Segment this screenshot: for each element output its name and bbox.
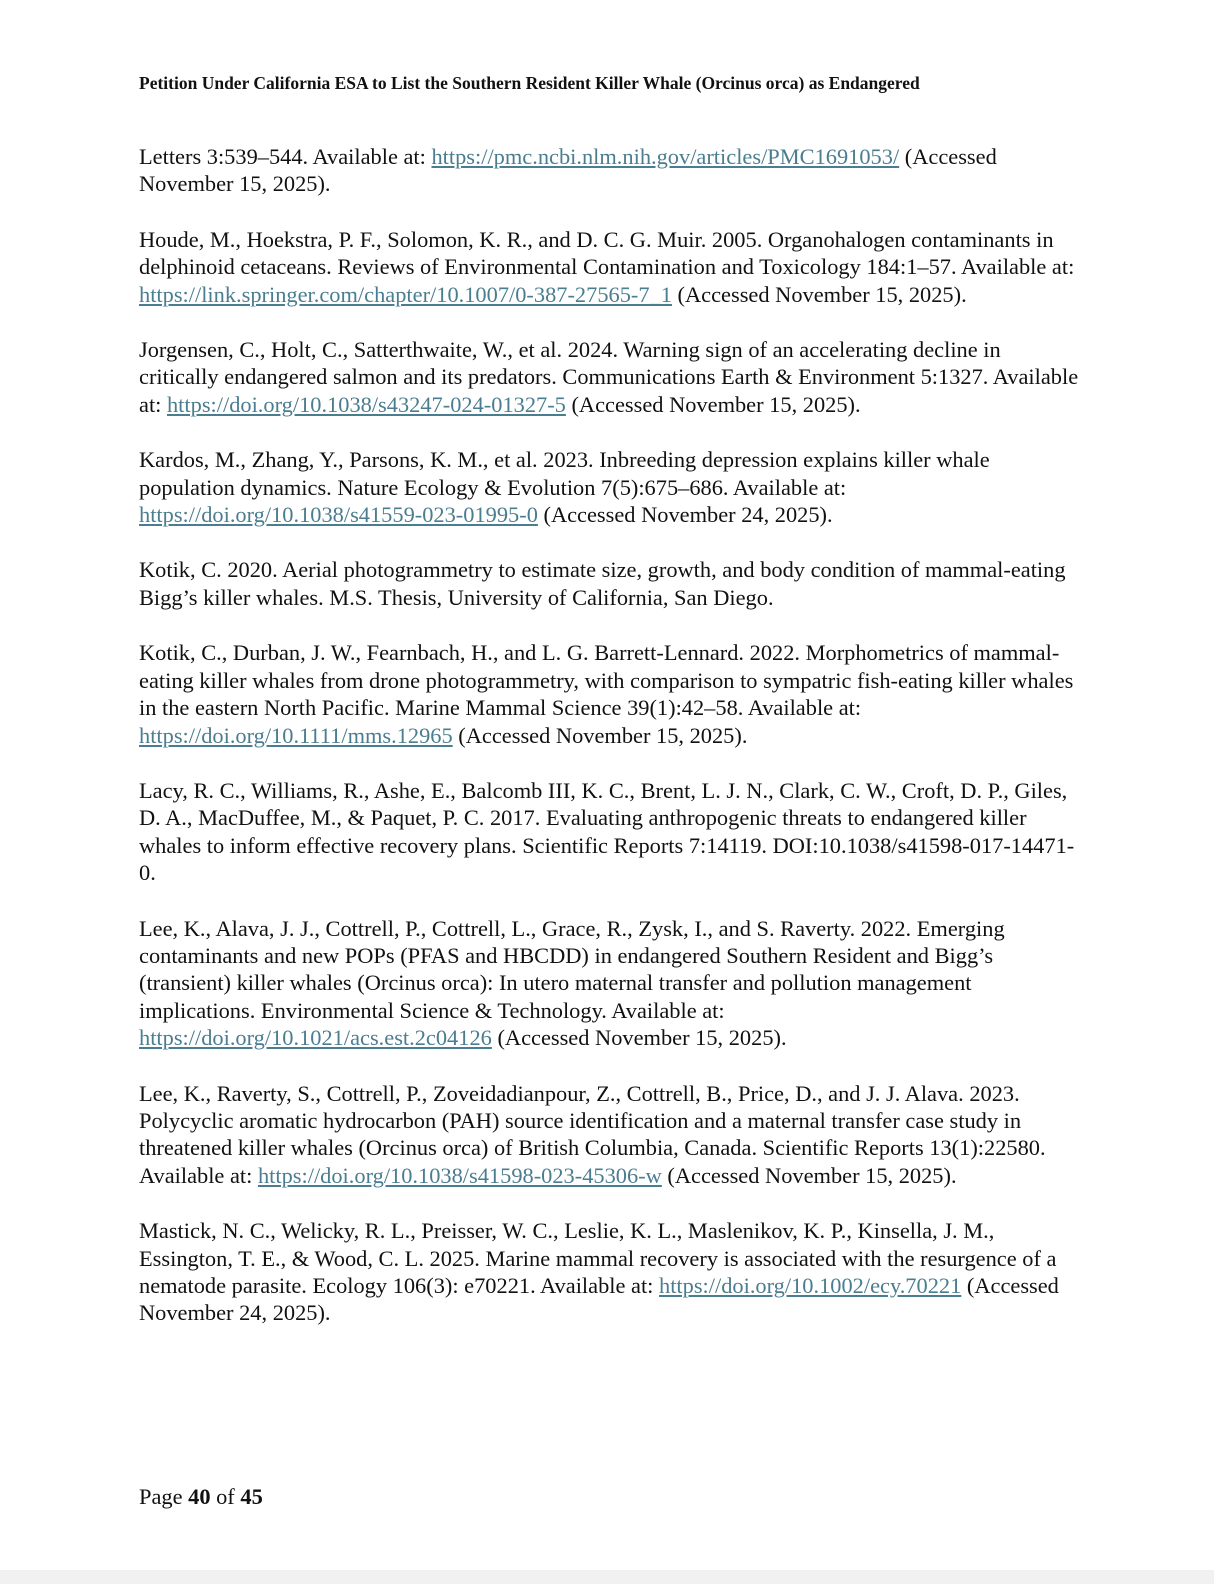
page-footer: Page 40 of 45 [139, 1484, 263, 1509]
reference-item: Lee, K., Raverty, S., Cottrell, P., Zoveidadianpour, Z., Cottrell, B., Price, D., and J. J. Alava. 2023. Polycyclic aromatic hydrocarbon (PAH) source identification and a maternal transfer case study in threatened killer whales (Orcinus orca) of British Columbia, Canada. Scientific Reports 13(1):22580. Available at: https://doi.org/10.1038/s41598-023-45306-w (Accessed November 15, 2025). [139, 1080, 1046, 1188]
reference-item: Jorgensen, C., Holt, C., Satterthwaite, W., et al. 2024. Warning sign of an accelerating decline in critically endangered salmon and its predators. Communications Earth & Environment 5:1327. Available at: https://doi.org/10.1038/s43247-024-01327-5 (Accessed November 15, 2025). [139, 337, 1079, 417]
reference-link[interactable]: https://doi.org/10.1038/s43247-024-01327-5 [166, 391, 566, 417]
page-total: 45 [240, 1484, 263, 1509]
page-header: Petition Under California ESA to List the Southern Resident Killer Whale (Orcinus orca) as Endangered [139, 73, 920, 93]
reference-item: Kotik, C. 2020. Aerial photogrammetry to estimate size, growth, and body condition of mammal-eating Bigg’s killer whales. M.S. Thesis, University of California, San Diego. [139, 557, 1066, 610]
reference-link[interactable]: https://pmc.ncbi.nlm.nih.gov/articles/PMC1691053/ [431, 144, 900, 169]
reference-list [139, 143, 1079, 1355]
reference-link[interactable]: https://link.springer.com/chapter/10.1007/0-387-27565-7_1 [139, 281, 672, 307]
reference-item: Kardos, M., Zhang, Y., Parsons, K. M., et al. 2023. Inbreeding depression explains killer whale population dynamics. Nature Ecology & Evolution 7(5):675–686. Available at: https://doi.org/10.1038/s41559-023-01995-0 (Accessed November 24, 2025). [139, 447, 990, 528]
reference-link[interactable]: https://doi.org/10.1038/s41598-023-45306-w [257, 1162, 662, 1188]
reference-link[interactable]: https://doi.org/10.1038/s41559-023-01995-0 [139, 502, 538, 528]
reference-item: Houde, M., Hoekstra, P. F., Solomon, K. R., and D. C. G. Muir. 2005. Organohalogen contaminants in delphinoid cetaceans. Reviews of Environmental Contamination and Toxicology 184:1–57. Available at: https://link.springer.com/chapter/10.1007/0-387-27565-7_1 (Accessed November 15, 2025). [139, 226, 1075, 307]
viewer-bottom-edge [0, 1570, 1214, 1584]
reference-item: Lee, K., Alava, J. J., Cottrell, P., Cottrell, L., Grace, R., Zysk, I., and S. Raverty. 2022. Emerging contaminants and new POPs (PFAS and HBCDD) in endangered Southern Resident and Bigg’s (transient) killer whales (Orcinus orca): In utero maternal transfer and pollution management implications. Environmental Science & Technology. Available at: https://doi.org/10.1021/acs.est.2c04126 (Accessed November 15, 2025). [139, 915, 1005, 1051]
reference-link[interactable]: https://doi.org/10.1021/acs.est.2c04126 [139, 1025, 492, 1051]
reference-item: Lacy, R. C., Williams, R., Ashe, E., Balcomb III, K. C., Brent, L. J. N., Clark, C. W., Croft, D. P., Giles, D. A., MacDuffee, M., & Paquet, P. C. 2017. Evaluating anthropogenic threats to endangered killer whales to inform effective recovery plans. Scientific Reports 7:14119. DOI:10.1038/s41598-017-14471-0. [139, 777, 1075, 886]
reference-item: Letters 3:539–544. Available at: https://pmc.ncbi.nlm.nih.gov/articles/PMC1691053/ (Accessed November 15, 2025). [139, 144, 997, 197]
reference-link[interactable]: https://doi.org/10.1111/mms.12965 [139, 722, 453, 748]
page-number: 40 [188, 1484, 211, 1509]
reference-item: Kotik, C., Durban, J. W., Fearnbach, H., and L. G. Barrett-Lennard. 2022. Morphometrics of mammal-eating killer whales from drone photogrammetry, with comparison to sympatric fish-eating killer whales in the eastern North Pacific. Marine Mammal Science 39(1):42–58. Available at: https://doi.org/10.1111/mms.12965 (Accessed November 15, 2025). [139, 640, 1074, 748]
reference-item: Mastick, N. C., Welicky, R. L., Preisser, W. C., Leslie, K. L., Maslenikov, K. P., Kinsella, J. M., Essington, T. E., & Wood, C. L. 2025. Marine mammal recovery is associated with the resurgence of a nematode parasite. Ecology 106(3): e70221. Available at: https://doi.org/10.1002/ecy.70221 (Accessed November 24, 2025). [139, 1218, 1059, 1326]
reference-link[interactable]: https://doi.org/10.1002/ecy.70221 [659, 1273, 962, 1298]
